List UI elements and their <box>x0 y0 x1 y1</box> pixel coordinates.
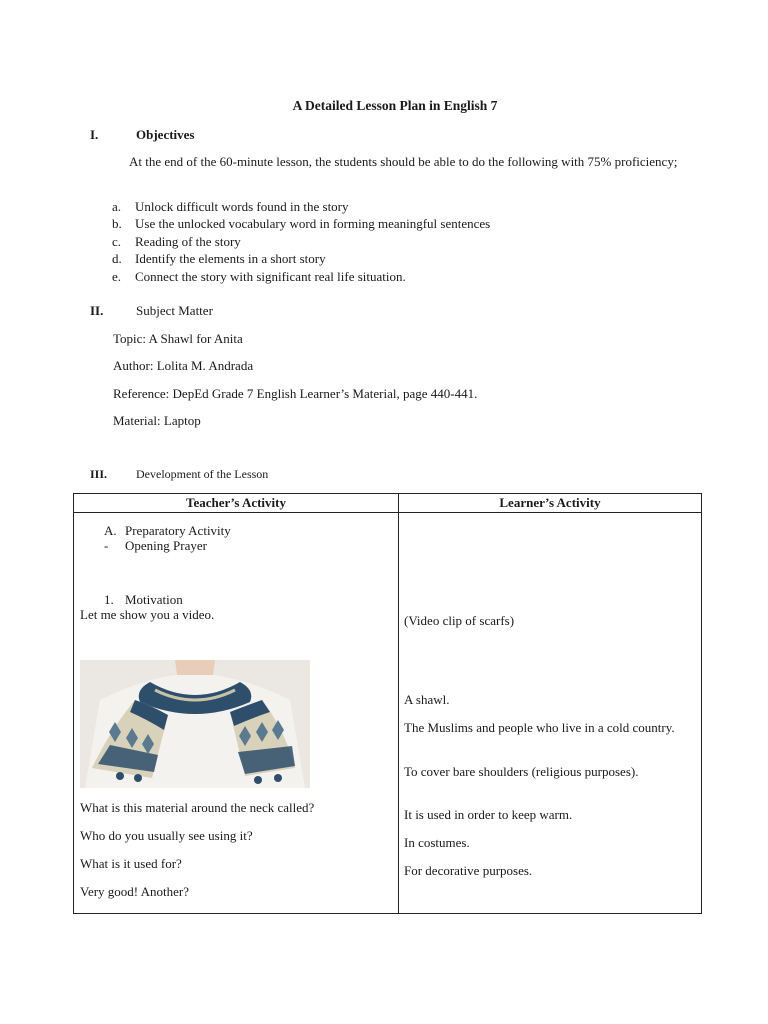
subject-reference: Reference: DepEd Grade 7 English Learner’s Material, page 440-441. <box>113 386 478 401</box>
objective-letter: d. <box>112 251 122 266</box>
show-video-text: Let me show you a video. <box>80 607 215 622</box>
subject-heading: Subject Matter <box>136 303 213 318</box>
motivation-number: 1. <box>104 592 114 607</box>
prep-activity-letter: A. <box>104 523 117 538</box>
answer-cover: To cover bare shoulders (religious purposes). <box>404 764 639 779</box>
answer-warm: It is used in order to keep warm. <box>404 807 573 822</box>
section-number-objectives: I. <box>90 127 99 142</box>
answer-decorative: For decorative purposes. <box>404 863 533 878</box>
objective-item <box>112 216 490 232</box>
section-number-development: III. <box>90 467 108 481</box>
objective-text: Use the unlocked vocabulary word in forming meaningful sentences <box>135 216 491 231</box>
header-divider <box>74 512 701 513</box>
objective-item <box>112 269 406 285</box>
answer-costumes: In costumes. <box>404 835 470 850</box>
objective-text: Reading of the story <box>135 234 241 249</box>
opening-prayer-dash: - <box>104 538 109 553</box>
teacher-column-header: Teacher’s Activity <box>185 495 286 510</box>
objective-item <box>112 234 241 250</box>
scarf-image <box>80 660 310 788</box>
motivation: Motivation <box>125 592 183 607</box>
question-use: What is it used for? <box>80 856 182 871</box>
question-material: What is this material around the neck called? <box>80 800 315 815</box>
objective-text: Identify the elements in a short story <box>135 251 326 266</box>
objective-text: Connect the story with significant real life situation. <box>135 269 406 284</box>
page-title: A Detailed Lesson Plan in English 7 <box>292 98 498 113</box>
question-who: Who do you usually see using it? <box>80 828 253 843</box>
answer-video: (Video clip of scarfs) <box>404 613 515 628</box>
objective-text: Unlock difficult words found in the story <box>135 199 349 214</box>
section-number-subject: II. <box>90 303 104 318</box>
learner-column-header: Learner’s Activity <box>499 495 601 510</box>
subject-material: Material: Laptop <box>113 413 201 428</box>
subject-author: Author: Lolita M. Andrada <box>113 358 254 373</box>
praise-another: Very good! Another? <box>80 884 190 899</box>
opening-prayer: Opening Prayer <box>125 538 207 553</box>
objectives-intro: At the end of the 60-minute lesson, the students should be able to do the following with 75% proficiency; <box>129 154 678 169</box>
objective-item <box>112 199 349 215</box>
objective-letter: a. <box>112 199 122 214</box>
objective-letter: b. <box>112 216 122 231</box>
column-divider <box>398 494 399 913</box>
answer-shawl: A shawl. <box>404 692 450 707</box>
objective-letter: e. <box>112 269 122 284</box>
subject-topic: Topic: A Shawl for Anita <box>113 331 243 346</box>
prep-activity: Preparatory Activity <box>125 523 231 538</box>
development-heading: Development of the Lesson <box>136 467 269 481</box>
answer-who: The Muslims and people who live in a cold country. <box>404 720 675 735</box>
objective-item <box>112 251 326 267</box>
objective-letter: c. <box>112 234 122 249</box>
objectives-heading: Objectives <box>136 127 195 142</box>
